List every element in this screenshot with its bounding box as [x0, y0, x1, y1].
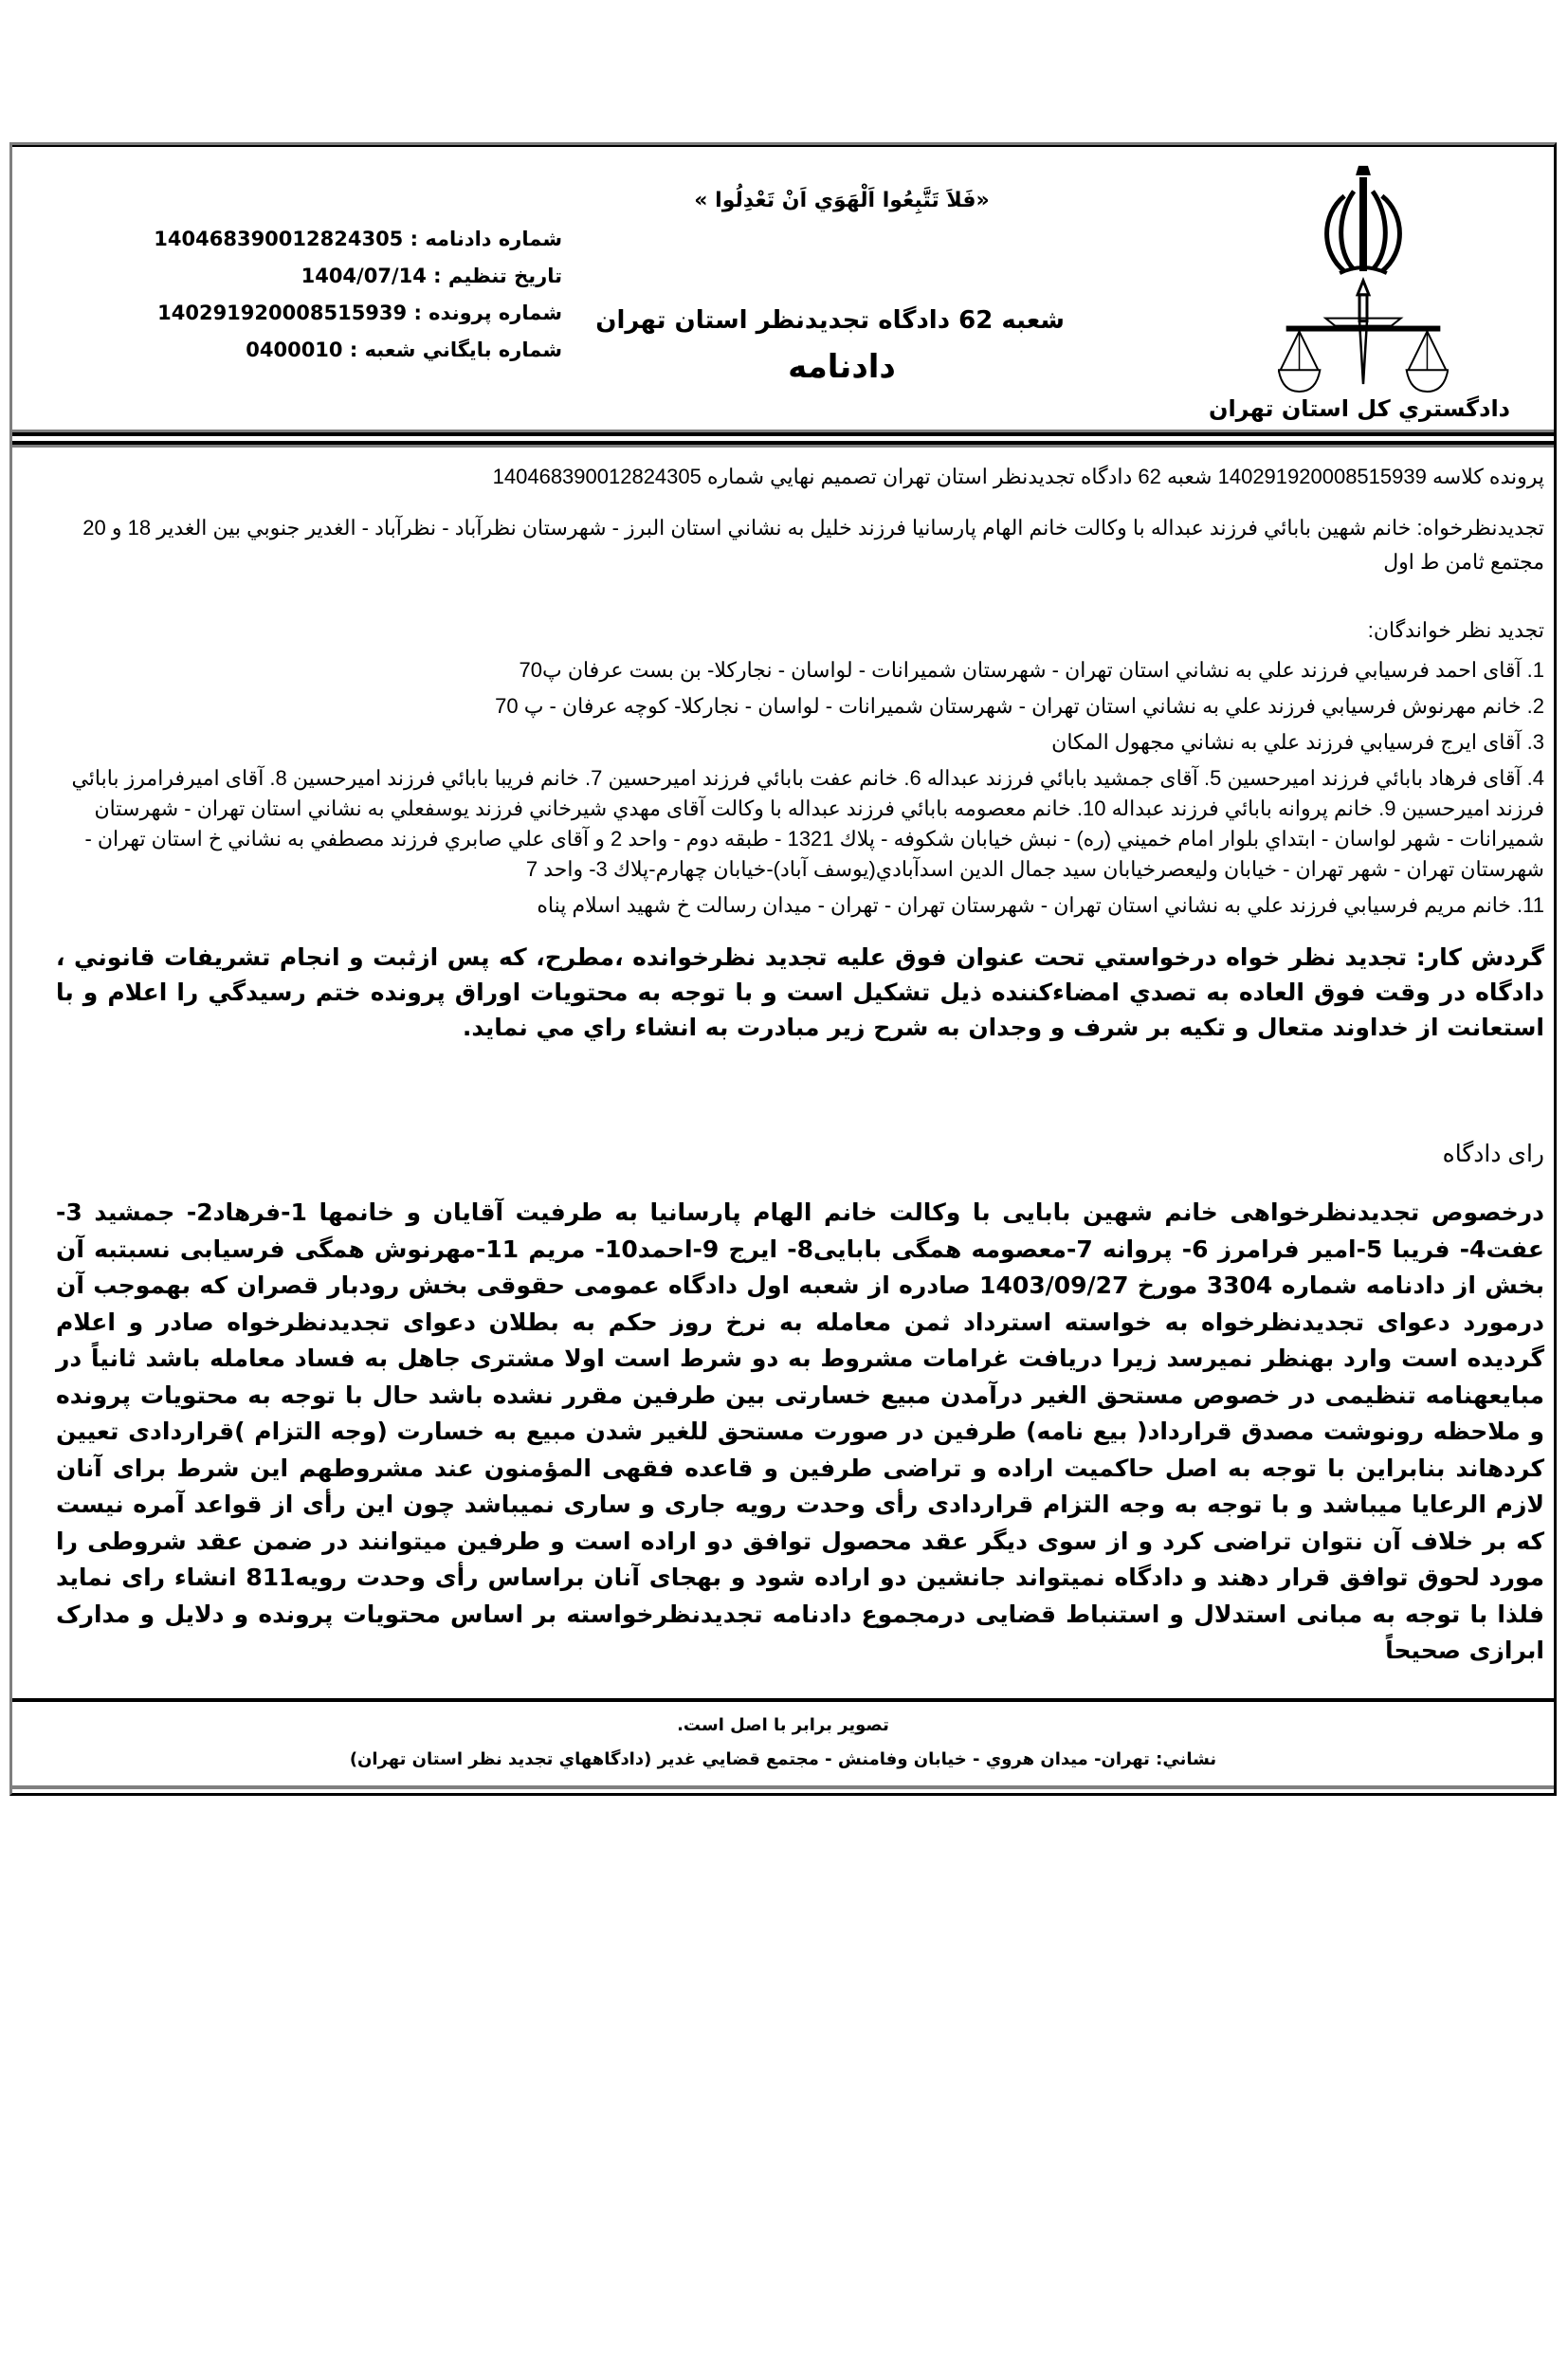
ruling-title: راى دادگاه	[1442, 1141, 1544, 1167]
appellant-info: تجديدنظرخواه: خانم شهين بابائي فرزند عبداله با وكالت خانم الهام پارسانيا فرزند خليل به نشاني استان البرز - شهرستان نظرآباد - نظرآباد - الغدير جنوبي بين الغدير 18 و 20 مجتمع ثامن ط اول	[82, 516, 1544, 574]
respondent-item	[56, 763, 1544, 885]
respondent-text: آقاى فرهاد بابائي فرزند اميرحسين 5. آقاى جمشيد بابائي فرزند عبداله 6. خانم عفت بابائي فرزند اميرحسين 7. خانم فريبا بابائي فرزند اميرحسين 8. آقاى اميرفرامرز بابائي فرزند اميرحسين 9. خانم پروانه بابائي فرزند عبداله 10. خانم معصومه بابائي فرزند عبداله با وكالت آقاى مهدي شيرخاني فرزند يوسفعلي به نشاني استان تهران - شهرستان شميرانات - شهر لواسان - ابتداي بلوار امام خميني (ره) - نبش خيابان شكوفه - پلاك 1321 - طبقه دوم - واحد 2 و آقاى علي صابري فرزند مصطفي به نشاني خ استان تهران - شهرستان تهران - شهر تهران - خيابان وليعصرخيابان سيد جمال الدين اسدآبادي(يوسف آباد)-خيابان چهارم-پلاك 3- واحد 7	[71, 766, 1544, 881]
document-body	[12, 447, 1554, 1698]
ruling-text: درخصوص تجدیدنظرخواهی خانم شهین بابایی با وکالت خانم الهام پارسانیا به طرفیت آقایان و خانمها 1-فرهاد2- جمشید 3-عفت4- فریبا 5-امیر فرامرز 6- پروانه 7-معصومه همگی بابایی8- ایرج 9-احمد10- مریم 11-مهرنوش همگی فرسیابی نسبتبه آن بخش از دادنامه شماره 3304 مورخ 1403/09/27 صادره از شعبه اول دادگاه عمومی حقوقی بخش رودبار قصران که بهموجب آن درمورد دعوای تجدیدنظرخواه به خواسته استرداد ثمن معامله به نرخ روز حکم به بطلان دعوای تجدیدنظرخواه صادر و اعلام گردیده است وارد بهنظر نمیرسد زیرا دریافت غرامات مشروط به دو شرط است اولا مشتری جاهل به فساد معامله باشد ثانیاً در مبایعهنامه تنظیمی در خصوص مستحق الغیر درآمدن مبیع خسارتی بین طرفین مقرر نشده باشد حال با توجه به محتویات پرونده و ملاحظه رونوشت مصدق قرارداد( بیع نامه) طرفین در صورت مستحق للغیر شدن مبیع به خسارت (وجه التزام )قراردادی تعیین کردهاند بنابراین با توجه به اصل حاکمیت اراده و تراضی طرفین و قاعده فقهی المؤمنون عند مشروطهم این شرط برای آنان لازم الرعایا میباشد و با توجه به وجه التزام قراردادی رأی وحدت رویه جاری و ساری نمیباشد چون این رأی از قواعد آمره نیست که بر خلاف آن نتوان تراضی کرد و از سوی دیگر عقد محصول توافق دو اراده است و طرفین میتوانند در ضمن عقد شروطی را مورد لحوق توافق قرار دهند و دادگاه نمیتواند جانشین دو اراده شود و بهجای آنان براساس رأی وحدت رویه811 انشاء رای نماید فلذا با توجه به مبانی استدلال و استنباط قضایی درمجموع دادنامه تجدیدنظرخواسته بر اساس محتویات پرونده و دلایل و مدارک ابرازی صحیحاً	[56, 1198, 1544, 1664]
meta-value: 140468390012824305	[154, 228, 404, 250]
document-footer	[12, 1702, 1554, 1785]
judiciary-name: دادگستري كل استان تهران	[1208, 395, 1510, 422]
respondent-item	[56, 890, 1544, 921]
respondent-number: 3.	[1526, 730, 1544, 754]
meta-value: 1404/07/14	[301, 265, 427, 287]
header-center	[595, 147, 1065, 431]
quran-verse: «فَلاَ تَتَّبِعُوا اَلْهَوَي اَنْ تَعْدِلُوا »	[694, 189, 990, 212]
case-line: پرونده كلاسه 140291920008515939 شعبه 62 دادگاه تجديدنظر استان تهران تصميم نهايي شماره 140468390012824305	[492, 465, 1544, 488]
respondent-item	[56, 691, 1544, 722]
footer-border	[12, 1785, 1554, 1793]
respondents-list	[56, 655, 1544, 921]
document-title: دادنامه	[788, 348, 896, 386]
respondent-number: 11.	[1517, 893, 1544, 917]
meta-verdict-number	[69, 221, 562, 258]
court-branch-title: شعبه 62 دادگاه تجديدنظر استان تهران	[595, 306, 1065, 335]
respondent-text: خانم مهرنوش فرسيابي فرزند علي به نشاني استان تهران - شهرستان شميرانات - لواسان - نجاركلا- كوچه عرفان - پ 70	[495, 694, 1522, 718]
header-separator	[12, 430, 1554, 447]
respondent-text: آقاى ايرج فرسيابي فرزند علي به نشاني مجهول المكان	[1051, 730, 1522, 754]
court-address: نشاني: تهران- ميدان هروي - خيابان وفامنش - مجتمع قضايي غدير (دادگاههاي تجديد نظر استان تهران)	[349, 1748, 1217, 1769]
respondent-number: 2.	[1526, 694, 1544, 718]
respondents-title: تجديد نظر خواندگان:	[1367, 618, 1544, 642]
respondent-text: خانم مريم فرسيابي فرزند علي به نشاني استان تهران - شهرستان تهران - تهران - ميدان رسالت خ شهيد اسلام پناه	[537, 893, 1512, 917]
certified-copy-note: تصوير برابر با اصل است.	[677, 1714, 889, 1735]
meta-case-number	[69, 295, 562, 332]
meta-archive-number	[69, 332, 562, 369]
respondent-number: 4.	[1526, 766, 1544, 790]
meta-label: شماره پرونده :	[413, 302, 562, 324]
meta-value: 0400010	[246, 338, 343, 361]
respondent-item	[56, 727, 1544, 758]
respondent-item	[56, 655, 1544, 686]
meta-label: تاريخ تنظيم :	[433, 265, 562, 287]
document-frame	[9, 142, 1557, 1796]
document-meta	[69, 221, 562, 369]
meta-value: 140291920008515939	[157, 302, 408, 324]
iran-emblem-scales-of-justice-icon	[1278, 158, 1449, 393]
meta-issue-date	[69, 258, 562, 295]
respondent-text: آقاى احمد فرسيابي فرزند علي به نشاني استان تهران - شهرستان شميرانات - لواسان - نجاركلا- بن بست عرفان پ70	[519, 658, 1522, 682]
meta-label: شماره دادنامه :	[410, 228, 562, 250]
proceedings-text: گردش كار: تجديد نظر خواه درخواستي تحت عنوان فوق عليه تجديد نظرخوانده ،مطرح، كه پس ازثبت و انجام تشريفات قانوني ، دادگاه در وقت فوق العاده به تصدي امضاءكننده ذيل تشكيل است و با توجه به محتويات اوراق پرونده ختم رسيدگي را اعلام و با استعانت از خداوند متعال و تكيه بر شرف و وجدان به شرح زير مبادرت به انشاء راي مي نمايد.	[56, 943, 1544, 1041]
document-header	[12, 145, 1554, 430]
respondent-number: 1.	[1526, 658, 1544, 682]
meta-label: شماره بايگاني شعبه :	[349, 338, 562, 361]
